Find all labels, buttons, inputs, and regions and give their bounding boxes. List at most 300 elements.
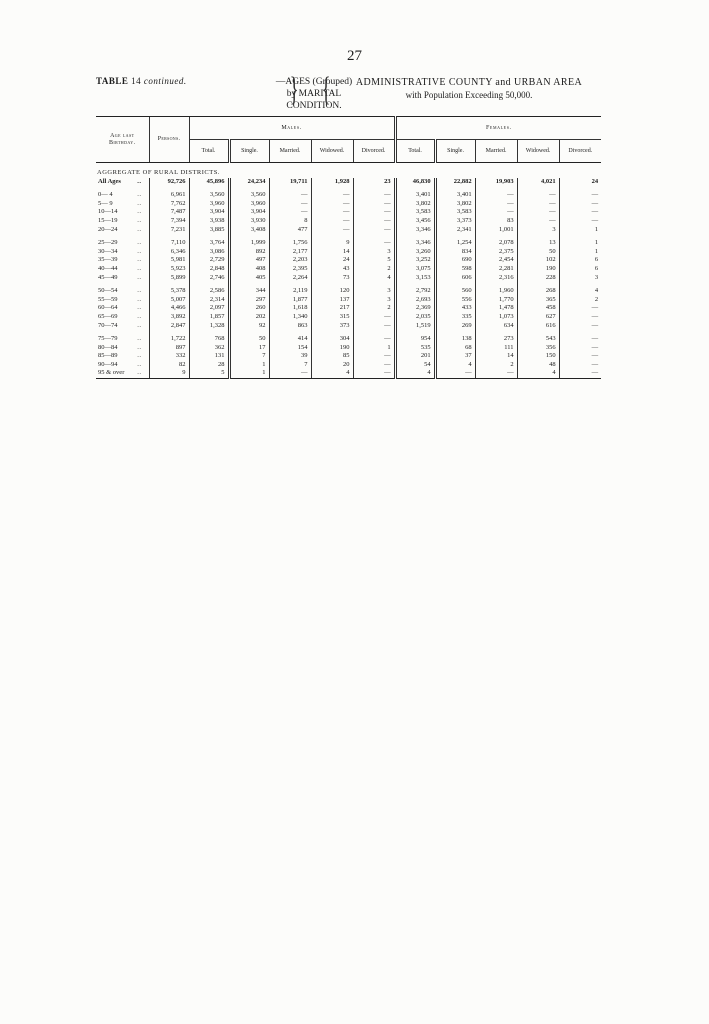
value-cell: 111 [475, 344, 517, 353]
table-row [96, 239, 601, 248]
value-cell: 1,756 [269, 239, 311, 248]
value-cell: 85 [311, 352, 353, 361]
value-cell: 3,346 [395, 239, 435, 248]
value-cell: — [559, 200, 601, 209]
value-cell: 405 [229, 274, 269, 288]
value-cell: — [475, 369, 517, 378]
age-group-label: 40—44 [98, 264, 118, 272]
value-cell: 83 [475, 217, 517, 226]
value-cell: — [353, 208, 395, 217]
age-group-label: 45—49 [98, 273, 118, 281]
value-cell: 120 [311, 287, 353, 296]
value-cell: 3,930 [229, 217, 269, 226]
age-group-cell [96, 200, 149, 209]
value-cell: 954 [395, 335, 435, 344]
females-married-header: Married. [475, 140, 517, 163]
value-cell: 3,075 [395, 265, 435, 274]
value-cell: 3,401 [435, 191, 475, 200]
age-group-cell [96, 335, 149, 344]
value-cell: 22,882 [435, 178, 475, 192]
value-cell: — [435, 369, 475, 378]
age-group-label: 30—34 [98, 247, 118, 255]
value-cell: — [353, 361, 395, 370]
value-cell: 82 [149, 361, 189, 370]
value-cell: 2,395 [269, 265, 311, 274]
males-widowed-header: Widowed. [311, 140, 353, 163]
value-cell: — [311, 208, 353, 217]
age-group-label: 95 & over [98, 369, 125, 377]
value-cell: 3,346 [395, 226, 435, 240]
value-cell: 2,281 [475, 265, 517, 274]
value-cell: 332 [149, 352, 189, 361]
leader-dots: .. [137, 321, 142, 329]
value-cell: 892 [229, 248, 269, 257]
value-cell: 4 [395, 369, 435, 378]
value-cell: 335 [435, 313, 475, 322]
table-label [96, 76, 187, 86]
table-row [96, 217, 601, 226]
value-cell: 1,073 [475, 313, 517, 322]
value-cell: 3,583 [435, 208, 475, 217]
value-cell: 3,408 [229, 226, 269, 240]
value-cell: 365 [517, 296, 559, 305]
value-cell: 5 [189, 369, 229, 378]
value-cell: 3,960 [189, 200, 229, 209]
value-cell: 3,583 [395, 208, 435, 217]
page-number: 27 [347, 48, 362, 64]
table-heading [96, 72, 596, 112]
value-cell: 408 [229, 265, 269, 274]
value-cell: 535 [395, 344, 435, 353]
leader-dots: .. [137, 239, 142, 247]
value-cell: — [559, 361, 601, 370]
value-cell: — [475, 208, 517, 217]
value-cell: 92,726 [149, 178, 189, 192]
value-cell: — [353, 239, 395, 248]
females-group-header: Females. [395, 117, 601, 140]
value-cell: — [353, 352, 395, 361]
value-cell: 2,746 [189, 274, 229, 288]
value-cell: 2,078 [475, 239, 517, 248]
age-group-label: 5— 9 [98, 199, 113, 207]
value-cell: 45,896 [189, 178, 229, 192]
value-cell: 73 [311, 274, 353, 288]
table-row [96, 226, 601, 240]
age-group-label: 50—54 [98, 287, 118, 295]
value-cell: 598 [435, 265, 475, 274]
value-cell: 7 [229, 352, 269, 361]
value-cell: 1 [229, 361, 269, 370]
value-cell: — [353, 369, 395, 378]
table-row [96, 287, 601, 296]
value-cell: 2,693 [395, 296, 435, 305]
persons-column-header: Persons. [149, 117, 189, 163]
leader-dots: .. [137, 191, 142, 199]
value-cell: 3,802 [435, 200, 475, 209]
value-cell: 228 [517, 274, 559, 288]
value-cell: — [353, 313, 395, 322]
age-group-label: 25—29 [98, 239, 118, 247]
value-cell: 50 [517, 248, 559, 257]
value-cell: 897 [149, 344, 189, 353]
value-cell: 20 [311, 361, 353, 370]
leader-dots: .. [137, 287, 142, 295]
value-cell: 5,378 [149, 287, 189, 296]
value-cell: 3,153 [395, 274, 435, 288]
value-cell: 2,375 [475, 248, 517, 257]
value-cell: 556 [435, 296, 475, 305]
value-cell: 477 [269, 226, 311, 240]
value-cell: 102 [517, 256, 559, 265]
age-group-label: 80—84 [98, 343, 118, 351]
value-cell: 304 [311, 335, 353, 344]
value-cell: 3,086 [189, 248, 229, 257]
value-cell: 356 [517, 344, 559, 353]
value-cell: 560 [435, 287, 475, 296]
table-row [96, 352, 601, 361]
value-cell: 9 [149, 369, 189, 378]
area-description [334, 76, 604, 102]
value-cell: 5,981 [149, 256, 189, 265]
value-cell: 3,802 [395, 200, 435, 209]
males-single-header: Single. [229, 140, 269, 163]
age-group-cell [96, 313, 149, 322]
value-cell: 315 [311, 313, 353, 322]
value-cell: 138 [435, 335, 475, 344]
value-cell: — [559, 322, 601, 336]
age-group-cell [96, 352, 149, 361]
value-cell: 19,903 [475, 178, 517, 192]
value-cell: 414 [269, 335, 311, 344]
value-cell: — [559, 313, 601, 322]
value-cell: 433 [435, 304, 475, 313]
value-cell: 3,938 [189, 217, 229, 226]
value-cell: — [475, 200, 517, 209]
age-group-cell [96, 361, 149, 370]
value-cell: 273 [475, 335, 517, 344]
value-cell: 46,830 [395, 178, 435, 192]
value-cell: 3,904 [189, 208, 229, 217]
value-cell: 202 [229, 313, 269, 322]
value-cell: 7,762 [149, 200, 189, 209]
value-cell: 1,960 [475, 287, 517, 296]
value-cell: 634 [475, 322, 517, 336]
value-cell: 7,231 [149, 226, 189, 240]
value-cell: 131 [189, 352, 229, 361]
value-cell: 50 [229, 335, 269, 344]
value-cell: 3 [353, 248, 395, 257]
value-cell: 344 [229, 287, 269, 296]
table-row [96, 361, 601, 370]
value-cell: — [311, 226, 353, 240]
value-cell: 2 [475, 361, 517, 370]
age-group-label: 75—79 [98, 335, 118, 343]
leader-dots: .. [137, 208, 142, 216]
value-cell: 23 [353, 178, 395, 192]
leader-dots: .. [137, 295, 142, 303]
age-group-label: 10—14 [98, 208, 118, 216]
age-group-cell [96, 208, 149, 217]
value-cell: — [517, 200, 559, 209]
value-cell: 616 [517, 322, 559, 336]
leader-dots: .. [137, 352, 142, 360]
value-cell: 2,314 [189, 296, 229, 305]
value-cell: 4 [517, 369, 559, 378]
value-cell: — [353, 335, 395, 344]
value-cell: 3,892 [149, 313, 189, 322]
value-cell: 1 [353, 344, 395, 353]
age-group-label: 55—59 [98, 295, 118, 303]
value-cell: 543 [517, 335, 559, 344]
area-line-1: ADMINISTRATIVE COUNTY and URBAN AREA [355, 77, 583, 88]
females-widowed-header: Widowed. [517, 140, 559, 163]
age-group-cell [96, 217, 149, 226]
value-cell: 2,454 [475, 256, 517, 265]
age-group-cell [96, 248, 149, 257]
age-group-cell [96, 239, 149, 248]
value-cell: 5,899 [149, 274, 189, 288]
value-cell: 627 [517, 313, 559, 322]
table-row [96, 256, 601, 265]
value-cell: 14 [311, 248, 353, 257]
age-group-label: 0— 4 [98, 191, 113, 199]
value-cell: — [269, 369, 311, 378]
leader-dots: .. [137, 264, 142, 272]
value-cell: 201 [395, 352, 435, 361]
value-cell: — [559, 191, 601, 200]
value-cell: 19,711 [269, 178, 311, 192]
value-cell: 4 [559, 287, 601, 296]
value-cell: 4,021 [517, 178, 559, 192]
value-cell: — [517, 217, 559, 226]
age-group-cell [96, 274, 149, 288]
value-cell: 37 [435, 352, 475, 361]
value-cell: 2,177 [269, 248, 311, 257]
value-cell: 863 [269, 322, 311, 336]
value-cell: — [559, 208, 601, 217]
value-cell: 606 [435, 274, 475, 288]
table-row [96, 248, 601, 257]
males-married-header: Married. [269, 140, 311, 163]
value-cell: 1,254 [435, 239, 475, 248]
value-cell: 3,456 [395, 217, 435, 226]
value-cell: 497 [229, 256, 269, 265]
value-cell: 1,722 [149, 335, 189, 344]
value-cell: — [475, 191, 517, 200]
value-cell: 137 [311, 296, 353, 305]
value-cell: 1 [559, 239, 601, 248]
value-cell: 1,857 [189, 313, 229, 322]
value-cell: 24 [311, 256, 353, 265]
value-cell: 6,961 [149, 191, 189, 200]
age-group-cell [96, 226, 149, 240]
title-line-1: —AGES (Grouped) [275, 77, 353, 87]
females-single-header: Single. [435, 140, 475, 163]
value-cell: 373 [311, 322, 353, 336]
value-cell: — [559, 352, 601, 361]
value-cell: 6,346 [149, 248, 189, 257]
value-cell: — [559, 304, 601, 313]
value-cell: 1,877 [269, 296, 311, 305]
age-column-header: Age last Birthday. [96, 117, 149, 163]
value-cell: 5,923 [149, 265, 189, 274]
age-group-cell [96, 178, 149, 192]
marital-condition-table [96, 116, 601, 379]
value-cell: 1,618 [269, 304, 311, 313]
leader-dots: .. [137, 247, 142, 255]
value-cell: 2,847 [149, 322, 189, 336]
table-number: 14 [131, 76, 142, 86]
leader-dots: .. [137, 312, 142, 320]
leader-dots: .. [137, 216, 142, 224]
value-cell: — [269, 200, 311, 209]
right-brace-glyph: } [289, 71, 299, 108]
value-cell: 7 [269, 361, 311, 370]
age-group-cell [96, 256, 149, 265]
leader-dots: .. [137, 360, 142, 368]
value-cell: 3,885 [189, 226, 229, 240]
value-cell: 3 [517, 226, 559, 240]
value-cell: 2,848 [189, 265, 229, 274]
value-cell: — [269, 191, 311, 200]
value-cell: 190 [311, 344, 353, 353]
value-cell: 1,340 [269, 313, 311, 322]
value-cell: 13 [517, 239, 559, 248]
value-cell: 2 [353, 304, 395, 313]
age-group-cell [96, 369, 149, 378]
value-cell: 28 [189, 361, 229, 370]
leader-dots: .. [137, 369, 142, 377]
value-cell: 2,097 [189, 304, 229, 313]
value-cell: 1,519 [395, 322, 435, 336]
value-cell: — [559, 335, 601, 344]
value-cell: 5 [353, 256, 395, 265]
value-cell: 3,373 [435, 217, 475, 226]
value-cell: 14 [475, 352, 517, 361]
value-cell: 7,487 [149, 208, 189, 217]
leader-dots: .. [137, 199, 142, 207]
females-total-header: Total. [395, 140, 435, 163]
value-cell: — [517, 208, 559, 217]
leader-dots: .. [137, 273, 142, 281]
age-group-cell [96, 322, 149, 336]
value-cell: — [559, 217, 601, 226]
value-cell: 3,560 [229, 191, 269, 200]
value-cell: 24 [559, 178, 601, 192]
value-cell: 260 [229, 304, 269, 313]
age-group-cell [96, 191, 149, 200]
age-group-label: 35—39 [98, 256, 118, 264]
value-cell: 3,560 [189, 191, 229, 200]
value-cell: 17 [229, 344, 269, 353]
value-cell: 1 [559, 248, 601, 257]
value-cell: 3 [353, 287, 395, 296]
value-cell: 150 [517, 352, 559, 361]
value-cell: 458 [517, 304, 559, 313]
value-cell: 768 [189, 335, 229, 344]
value-cell: 68 [435, 344, 475, 353]
males-divorced-header: Divorced. [353, 140, 395, 163]
value-cell: 8 [269, 217, 311, 226]
value-cell: 1,478 [475, 304, 517, 313]
leader-dots: .. [137, 256, 142, 264]
value-cell: — [559, 344, 601, 353]
value-cell: 2 [559, 296, 601, 305]
value-cell: 7,394 [149, 217, 189, 226]
value-cell: 3,401 [395, 191, 435, 200]
table-row [96, 191, 601, 200]
value-cell: — [353, 322, 395, 336]
age-group-cell [96, 296, 149, 305]
age-group-label: All Ages [98, 177, 121, 185]
value-cell: 2,729 [189, 256, 229, 265]
table-row [96, 369, 601, 378]
value-cell: 7,110 [149, 239, 189, 248]
value-cell: — [353, 191, 395, 200]
value-cell: 2,264 [269, 274, 311, 288]
value-cell: — [353, 226, 395, 240]
value-cell: — [353, 200, 395, 209]
value-cell: 362 [189, 344, 229, 353]
table-row [96, 335, 601, 344]
value-cell: 3,252 [395, 256, 435, 265]
value-cell: 268 [517, 287, 559, 296]
leader-dots: .. [137, 343, 142, 351]
value-cell: 92 [229, 322, 269, 336]
value-cell: 1,770 [475, 296, 517, 305]
value-cell: 5,007 [149, 296, 189, 305]
value-cell: 1,001 [475, 226, 517, 240]
value-cell: 2,316 [475, 274, 517, 288]
value-cell: 3,260 [395, 248, 435, 257]
value-cell: 24,234 [229, 178, 269, 192]
males-total-header: Total. [189, 140, 229, 163]
value-cell: 9 [311, 239, 353, 248]
value-cell: — [559, 369, 601, 378]
table-row [96, 296, 601, 305]
value-cell: 3,904 [229, 208, 269, 217]
age-group-label: 60—64 [98, 304, 118, 312]
table-row [96, 265, 601, 274]
table-row [96, 322, 601, 336]
value-cell: — [311, 191, 353, 200]
table-row [96, 274, 601, 288]
females-divorced-header: Divorced. [559, 140, 601, 163]
value-cell: — [311, 200, 353, 209]
leader-dots: .. [137, 177, 142, 185]
age-group-cell [96, 265, 149, 274]
value-cell: 297 [229, 296, 269, 305]
value-cell: 3,960 [229, 200, 269, 209]
value-cell: 3 [559, 274, 601, 288]
table-label-word: TABLE [96, 76, 129, 86]
value-cell: 48 [517, 361, 559, 370]
age-group-label: 15—19 [98, 216, 118, 224]
age-group-label: 90—94 [98, 360, 118, 368]
value-cell: 39 [269, 352, 311, 361]
area-line-2: with Population Exceeding 50,000. [405, 90, 533, 100]
value-cell: 2,341 [435, 226, 475, 240]
value-cell: 690 [435, 256, 475, 265]
table-row [96, 313, 601, 322]
value-cell: 6 [559, 256, 601, 265]
value-cell: 2,369 [395, 304, 435, 313]
value-cell: 1 [559, 226, 601, 240]
age-group-cell [96, 344, 149, 353]
age-group-label: 20—24 [98, 225, 118, 233]
value-cell: 4,466 [149, 304, 189, 313]
value-cell: 190 [517, 265, 559, 274]
